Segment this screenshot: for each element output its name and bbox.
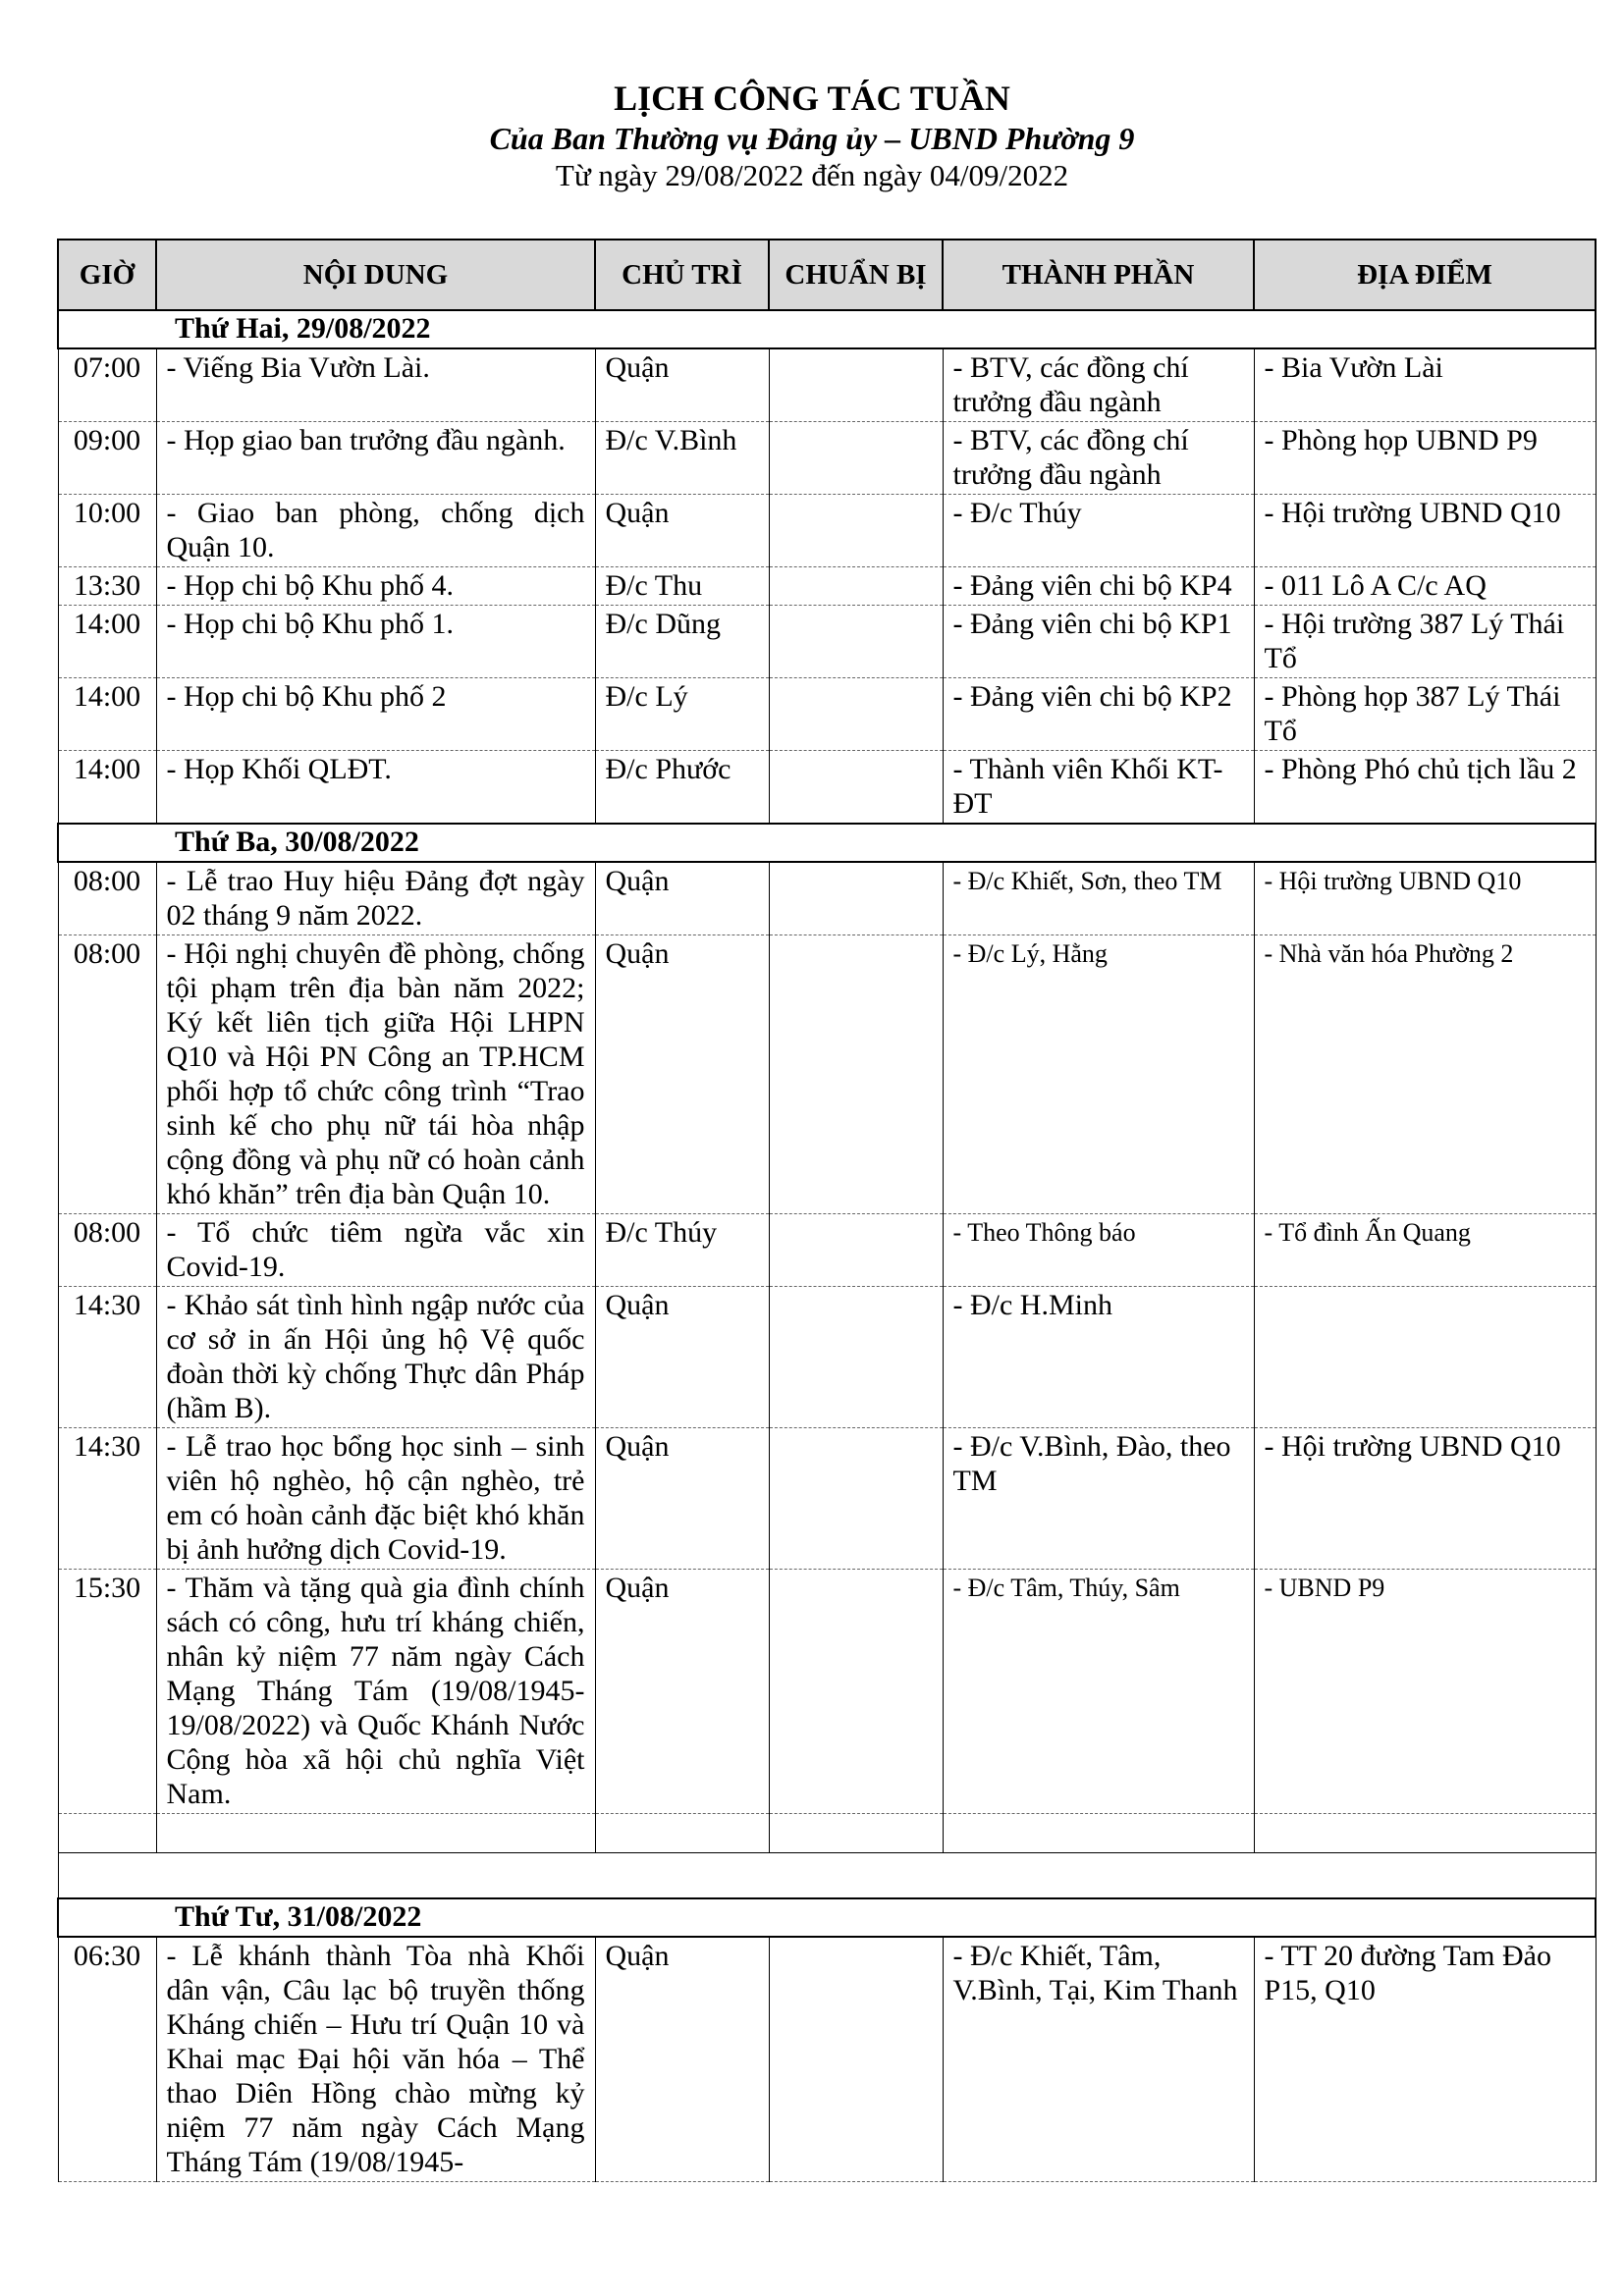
cell-place: - Phòng họp 387 Lý Thái Tổ bbox=[1254, 678, 1596, 751]
table-row bbox=[58, 495, 1596, 567]
schedule-table bbox=[57, 239, 1597, 2182]
cell-members: - Thành viên Khối KT-ĐT bbox=[943, 751, 1254, 825]
cell-prep bbox=[769, 348, 943, 422]
table-row bbox=[58, 567, 1596, 606]
cell-place: - Hội trường UBND Q10 bbox=[1254, 495, 1596, 567]
cell-prep bbox=[769, 606, 943, 678]
cell-time: 14:30 bbox=[58, 1428, 156, 1570]
cell-chair: Quận bbox=[595, 1287, 769, 1428]
day-label: Thứ Tư, 31/08/2022 bbox=[58, 1898, 1596, 1937]
cell-chair: Quận bbox=[595, 495, 769, 567]
cell-time: 08:00 bbox=[58, 1214, 156, 1287]
cell-place: - Nhà văn hóa Phường 2 bbox=[1254, 935, 1596, 1214]
cell-content: - Họp giao ban trưởng đầu ngành. bbox=[156, 422, 595, 495]
date-range: Từ ngày 29/08/2022 đến ngày 04/09/2022 bbox=[555, 158, 1069, 192]
table-row bbox=[58, 422, 1596, 495]
cell-chair: Đ/c Dũng bbox=[595, 606, 769, 678]
cell-members: - Đ/c Lý, Hằng bbox=[943, 935, 1254, 1214]
day-row-wednesday bbox=[58, 1898, 1596, 1937]
cell-time: 15:30 bbox=[58, 1570, 156, 1814]
col-header-content: NỘI DUNG bbox=[156, 240, 595, 310]
cell-content: - Họp chi bộ Khu phố 4. bbox=[156, 567, 595, 606]
table-row bbox=[58, 862, 1596, 935]
cell-time: 09:00 bbox=[58, 422, 156, 495]
cell-empty bbox=[156, 1814, 595, 1853]
table-row bbox=[58, 751, 1596, 825]
cell-prep bbox=[769, 495, 943, 567]
cell-members: - Đ/c V.Bình, Đào, theo TM bbox=[943, 1428, 1254, 1570]
cell-time: 14:00 bbox=[58, 678, 156, 751]
table-row bbox=[58, 1287, 1596, 1428]
cell-time: 08:00 bbox=[58, 935, 156, 1214]
cell-members: - Đảng viên chi bộ KP1 bbox=[943, 606, 1254, 678]
col-header-members: THÀNH PHẦN bbox=[943, 240, 1254, 310]
cell-content: - Hội nghị chuyên đề phòng, chống tội phạm trên địa bàn năm 2022; Ký kết liên tịch giữa Hội LHPN Q10 và Hội PN Công an TP.HCM phối hợp tổ chức công trình “Trao sinh kế cho phụ nữ tái hòa nhập cộng đồng và phụ nữ có hoàn cảnh khó khăn” trên địa bàn Quận 10. bbox=[156, 935, 595, 1214]
cell-place: - Hội trường UBND Q10 bbox=[1254, 862, 1596, 935]
cell-chair: Đ/c Lý bbox=[595, 678, 769, 751]
cell-content: - Họp chi bộ Khu phố 1. bbox=[156, 606, 595, 678]
cell-members: - Đ/c Khiết, Sơn, theo TM bbox=[943, 862, 1254, 935]
cell-members: - BTV, các đồng chí trưởng đầu ngành bbox=[943, 348, 1254, 422]
cell-empty bbox=[943, 1814, 1254, 1853]
cell-time: 10:00 bbox=[58, 495, 156, 567]
cell-members: - BTV, các đồng chí trưởng đầu ngành bbox=[943, 422, 1254, 495]
cell-members: - Đảng viên chi bộ KP4 bbox=[943, 567, 1254, 606]
cell-time: 08:00 bbox=[58, 862, 156, 935]
cell-content: - Họp Khối QLĐT. bbox=[156, 751, 595, 825]
table-row bbox=[58, 606, 1596, 678]
cell-prep bbox=[769, 1937, 943, 2182]
cell-content: - Tổ chức tiêm ngừa vắc xin Covid-19. bbox=[156, 1214, 595, 1287]
cell-empty bbox=[58, 1814, 156, 1853]
cell-prep bbox=[769, 422, 943, 495]
cell-time: 14:30 bbox=[58, 1287, 156, 1428]
day-row-tuesday bbox=[58, 824, 1596, 862]
spacer-cell bbox=[1254, 1853, 1596, 1899]
cell-place bbox=[1254, 1287, 1596, 1428]
cell-place: - 011 Lô A C/c AQ bbox=[1254, 567, 1596, 606]
cell-empty bbox=[769, 1814, 943, 1853]
cell-chair: Đ/c V.Bình bbox=[595, 422, 769, 495]
cell-chair: Quận bbox=[595, 1937, 769, 2182]
cell-chair: Quận bbox=[595, 862, 769, 935]
cell-place: - Hội trường UBND Q10 bbox=[1254, 1428, 1596, 1570]
cell-members: - Đảng viên chi bộ KP2 bbox=[943, 678, 1254, 751]
cell-chair: Đ/c Thúy bbox=[595, 1214, 769, 1287]
cell-place: - TT 20 đường Tam Đảo P15, Q10 bbox=[1254, 1937, 1596, 2182]
document-title: LỊCH CÔNG TÁC TUẦN bbox=[614, 79, 1010, 118]
cell-place: - Tổ đình Ấn Quang bbox=[1254, 1214, 1596, 1287]
cell-content: - Viếng Bia Vườn Lài. bbox=[156, 348, 595, 422]
cell-empty bbox=[1254, 1814, 1596, 1853]
day-label: Thứ Ba, 30/08/2022 bbox=[58, 824, 1596, 862]
cell-content: - Họp chi bộ Khu phố 2 bbox=[156, 678, 595, 751]
col-header-prep: CHUẨN BỊ bbox=[769, 240, 943, 310]
table-row bbox=[58, 1570, 1596, 1814]
cell-prep bbox=[769, 935, 943, 1214]
cell-time: 14:00 bbox=[58, 606, 156, 678]
cell-chair: Quận bbox=[595, 1570, 769, 1814]
cell-members: - Đ/c Tâm, Thúy, Sâm bbox=[943, 1570, 1254, 1814]
document-subtitle: Của Ban Thường vụ Đảng ủy – UBND Phường 9 bbox=[489, 121, 1135, 156]
cell-time: 14:00 bbox=[58, 751, 156, 825]
table-row bbox=[58, 1214, 1596, 1287]
cell-time: 06:30 bbox=[58, 1937, 156, 2182]
cell-prep bbox=[769, 678, 943, 751]
cell-content: - Khảo sát tình hình ngập nước của cơ sở in ấn Hội ủng hộ Vệ quốc đoàn thời kỳ chống Thực dân Pháp (hầm B). bbox=[156, 1287, 595, 1428]
cell-place: - UBND P9 bbox=[1254, 1570, 1596, 1814]
cell-content: - Thăm và tặng quà gia đình chính sách có công, hưu trí kháng chiến, nhân kỷ niệm 77 năm ngày Cách Mạng Tháng Tám (19/08/1945-19/08/2022) và Quốc Khánh Nước Cộng hòa xã hội chủ nghĩa Việt Nam. bbox=[156, 1570, 595, 1814]
cell-members: - Theo Thông báo bbox=[943, 1214, 1254, 1287]
table-row bbox=[58, 678, 1596, 751]
cell-content: - Lễ khánh thành Tòa nhà Khối dân vận, Câu lạc bộ truyền thống Kháng chiến – Hưu trí Quận 10 và Khai mạc Đại hội văn hóa – Thể thao Diên Hồng chào mừng kỷ niệm 77 năm ngày Cách Mạng Tháng Tám (19/08/1945- bbox=[156, 1937, 595, 2182]
day-label: Thứ Hai, 29/08/2022 bbox=[58, 310, 1596, 348]
table-row-empty bbox=[58, 1814, 1596, 1853]
document-header bbox=[0, 77, 1624, 194]
cell-empty bbox=[595, 1814, 769, 1853]
cell-members: - Đ/c Thúy bbox=[943, 495, 1254, 567]
cell-prep bbox=[769, 567, 943, 606]
table-row bbox=[58, 348, 1596, 422]
cell-members: - Đ/c Khiết, Tâm, V.Bình, Tại, Kim Thanh bbox=[943, 1937, 1254, 2182]
table-row bbox=[58, 1937, 1596, 2182]
cell-prep bbox=[769, 751, 943, 825]
cell-chair: Đ/c Thu bbox=[595, 567, 769, 606]
cell-place: - Bia Vườn Lài bbox=[1254, 348, 1596, 422]
day-row-monday bbox=[58, 310, 1596, 348]
cell-prep bbox=[769, 1287, 943, 1428]
cell-time: 13:30 bbox=[58, 567, 156, 606]
cell-prep bbox=[769, 1428, 943, 1570]
cell-chair: Quận bbox=[595, 348, 769, 422]
cell-prep bbox=[769, 1214, 943, 1287]
cell-content: - Lễ trao Huy hiệu Đảng đợt ngày 02 tháng 9 năm 2022. bbox=[156, 862, 595, 935]
cell-place: - Hội trường 387 Lý Thái Tổ bbox=[1254, 606, 1596, 678]
table-header-row bbox=[58, 240, 1596, 310]
table-row bbox=[58, 935, 1596, 1214]
spacer-cell bbox=[58, 1853, 1254, 1899]
col-header-time: GIỜ bbox=[58, 240, 156, 310]
cell-members: - Đ/c H.Minh bbox=[943, 1287, 1254, 1428]
cell-chair: Quận bbox=[595, 935, 769, 1214]
cell-prep bbox=[769, 862, 943, 935]
cell-content: - Lễ trao học bổng học sinh – sinh viên hộ nghèo, hộ cận nghèo, trẻ em có hoàn cảnh đặc biệt khó khăn bị ảnh hưởng dịch Covid-19. bbox=[156, 1428, 595, 1570]
table-row bbox=[58, 1428, 1596, 1570]
cell-chair: Đ/c Phước bbox=[595, 751, 769, 825]
cell-chair: Quận bbox=[595, 1428, 769, 1570]
cell-content: - Giao ban phòng, chống dịch Quận 10. bbox=[156, 495, 595, 567]
col-header-place: ĐỊA ĐIỂM bbox=[1254, 240, 1596, 310]
cell-place: - Phòng họp UBND P9 bbox=[1254, 422, 1596, 495]
table-spacer bbox=[58, 1853, 1596, 1899]
col-header-chair: CHỦ TRÌ bbox=[595, 240, 769, 310]
cell-time: 07:00 bbox=[58, 348, 156, 422]
cell-prep bbox=[769, 1570, 943, 1814]
cell-place: - Phòng Phó chủ tịch lầu 2 bbox=[1254, 751, 1596, 825]
